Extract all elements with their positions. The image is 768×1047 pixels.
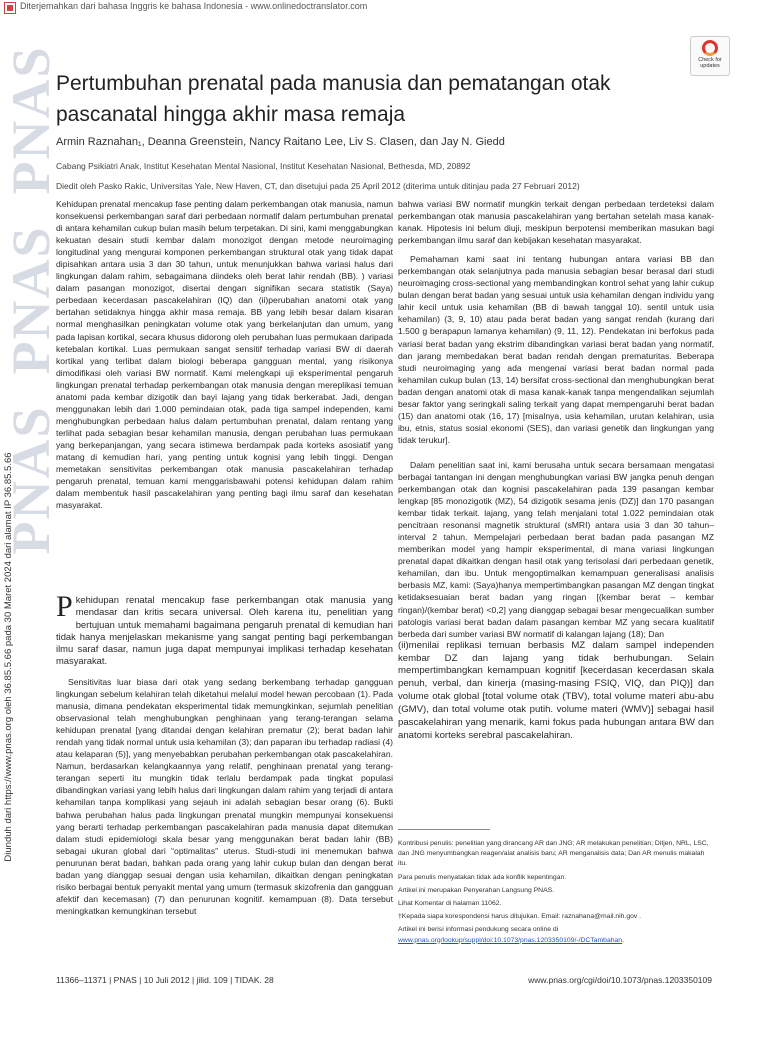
translator-banner-text[interactable]: Diterjemahkan dari bahasa Inggris ke bahasa Indonesia - www.onlinedoctranslator.com (20, 1, 368, 11)
significance-text: kehidupan renatal mencakup fase perkembangan otak manusia yang mendasar dan kritis secara universal. Oleh karena itu, penelitian yang bertujuan untuk memahami bagaimana pengaruh prenatal di kemudian hari tidak hanya menjelaskan mekanisme yang sangat penting bagi perkembangan ilmu saraf dasar, namun juga dapat mempunyai implikasi terhadap kesehatan masyarakat. (56, 594, 393, 667)
main-left-paragraph: Sensitivitas luar biasa dari otak yang sedang berkembang terhadap gangguan lingkungan sebelum kelahiran telah diketahui melalui model hewan percobaan (1). Pada manusia, dimana pendekatan eksperimental tidak memungkinkan, sejumlah penelitian observasional telah menghubungkan penghinaan yang terang-terangan selama kehidupan prenatal [yang ditandai dengan kelahiran prematur (2); berat badan lahir rendah yang tidak normal untuk usia kehamilan (3); dan paparan ibu terhadap radiasi (4) atau kelaparan (5)], yang menyebabkan perubahan perkembangan otak pascakelahiran. Namun, berdasarkan kelangkaannya yang relatif, penghinaan prenatal yang terang-terangan seperti itu mungkin tidak terlalu berdampak pada tingkat populasi dibandingkan variasi yang lebih halus dari lingkungan dalam rahim yang terjadi di antara kehamilan tanpa komplikasi yang sejauh ini adalah sebagian besar orang (6). Bukti bahwa perubahan halus pada lingkungan prenatal mungkin mempunyai konsekuensi yang berarti terhadap perkembangan pascakelahiran pada manusia dapat ditemukan dalam studi epidemiologi skala besar yang menggunakan berat badan lahir (BB) sebagai ukuran global dari “optimalitas” uterus. Studi-studi ini menemukan bahwa penurunan berat badan, bahkan pada orang yang lahir cukup bulan dan dengan berat badan yang dianggap sesuai dengan usia kehamilan, dikaitkan dengan peningkatan risiko berbagai bentuk penyakit mental yang umum (termasuk skizofrenia dan gangguan afektif dan kecemasan) (7) dan penurunan kognitif. kemampuan (8). Data tersebut meningkatkan kemungkinan tersebut (56, 677, 393, 916)
check-for-updates-badge[interactable] (690, 36, 730, 76)
check-updates-icon (702, 40, 718, 56)
support-prefix: Artikel ini berisi informasi pendukung secara online di (398, 926, 559, 934)
support-suffix: . (622, 936, 624, 944)
right-paragraph-4: (ii)menilai replikasi temuan berbasis MZ dalam sampel independen kembar DZ dan lajang yang tidak berhubungan. Selain mempertimbangkan kemampuan kognitif [kecerdasan kecerdasan skala penuh, verbal, dan kinerja (masing-masing FSIQ, VIQ, dan PIQ)] dan volume otak global [total volume otak (TBV), total volume materi abu-abu (GMV), dan total volume otak putih. volume materi (WMV)] sebagai hasil pascakelahiran yang menarik, kami fokus pada hubungan antara BW dan anatomi korteks serebral pascakelahiran. (398, 639, 714, 741)
pnas-watermark-1: PNAS (1, 45, 61, 195)
footnote-conflict: Para penulis menyatakan tidak ada konflik kepentingan. (398, 873, 567, 881)
author-list: Armin Raznahan₁, Deanna Greenstein, Nancy Raitano Lee, Liv S. Clasen, dan Jay N. Giedd (56, 136, 505, 148)
footnote-supporting-info (398, 925, 714, 945)
download-side-note: Diunduh dari https://www.pnas.org oleh 36.85.5.66 pada 30 Maret 2024 dari alamat IP 36.85.5.66 (3, 452, 14, 862)
footnote-contributions: Kontribusi penulis: penelitian yang dirancang AR dan JNG; AR melakukan penelitian; Ditjen, NRL, LSC, dan JNG menyumbangkan reagen/alat analisis baru; AR menganalisis data; Dan AR menulis makalah itu. (398, 840, 709, 868)
affiliation: Cabang Psikiatri Anak, Institut Kesehatan Mental Nasional, Institut Kesehatan Nasional, Bethesda, MD, 20892 (56, 161, 471, 171)
drop-cap: P (56, 590, 73, 623)
abstract-text: Kehidupan prenatal mencakup fase penting dalam perkembangan otak manusia, namun konsekuensi perkembangan saraf dari perbedaan normatif dalam pertumbuhan prenatal di antara kehamilan cukup bulan masih belum terpetakan. Di sini, kami menggabungkan kekuatan desain studi kembar dalam monozigot dengan metode neuroimaging longitudinal yang mengurai komponen perkembangan struktural otak yang tidak dapat dipisahkan antara usia 3 dan 30 tahun, untuk menunjukkan bahwa variasi halus dari lingkungan dalam rahim, sebagaimana diindeks oleh berat lahir rendah (BB). ) variasi dalam pasangan monozigot, disertai dengan signifikan secara statistik (Saya) perbedaan kecerdasan pascakelahiran (IQ) dan (ii)perubahan anatomi otak yang bertahan setidaknya hingga akhir masa remaja. BB yang lebih besar dalam kisaran normal menghasilkan peningkatan volume otak yang berkelanjutan dan umum, yang pada lapisan kortikal, secara khusus didorong oleh perubahan luas permukaan daripada ketebalan kortikal. Luas permukaan sangat sensitif terhadap variasi BW di daerah kortikal yang terlibat dalam biologi beberapa gangguan mental, yang risikonya dimodifikasi oleh variasi BW normatif. Kami melengkapi uji eksperimental pengaruh lingkungan prenatal terhadap perkembangan otak manusia dengan mereplikasi temuan anatomi pada kembar dizigotik dan bayi lajang yang tidak berkerabat. Jadi, dengan menggunakan lebih dari 1.000 pemindaian otak, pada tiga sampel independen, kami menghubungkan perbedaan halus dalam pertumbuhan prenatal, dalam rentang yang terlihat pada sebagian besar kehamilan manusia, dengan perubahan luas permukaan yang berkepanjangan, yang secara istimewa berdampak pada korteks asosiatif yang matang di kemudian hari, yang penting untuk kognisi yang lebih tinggi. Dengan memetakan sensitivitas perkembangan otak manusia pascakelahiran terhadap pengaruh prenatal, temuan kami menggarisbawahi potensi kehidupan dalam rahim dalam membentuk hasil pascakelahiran yang penting bagi ilmu saraf dan kesehatan masyarakat. (56, 199, 393, 511)
right-paragraph-3: Dalam penelitian saat ini, kami berusaha untuk secara bersamaan mengatasi berbagai tantangan ini dengan menghubungkan variasi BW jangka penuh dengan perkembangan otak dan kognisi pascakelahiran pada 139 pasangan kembar lengkap [85 monozigotik (MZ), 54 dizigotik sesama jenis (DZ)] dan 170 pasangan kembar tidak terkait. lajang, yang telah menjalani total 1.022 pemindaian otak pencitraan resonansi magnetik struktural (sMRI) antara usia 3 dan 30 tahun–interval 2 tahun. Mempelajari perbedaan berat badan pada pasangan MZ memberikan model yang hampir eksperimental, di mana variasi lingkungan prenatal dapat dikaitkan dengan hasil otak yang terisolasi dari perbedaan genetik, kehamilan, dan ibu. Untuk mengoptimalkan kemampuan generalisasi analisis berbasis MZ, kami: (Saya)hanya mempertimbangkan pasangan MZ dengan tingkat ketidaksesuaian berat badan yang ringan [(kembar berat – kembar ringan)/(kembar berat) <0,2] yang dianggap sebagai besar mengecualikan sumber patologis variasi berat badan dalam pasangan kembar MZ yang secara kualitatif berbeda dari sumber variasi BW normatif di kalangan lajang (18); Dan (398, 459, 714, 639)
pnas-watermark-2: PNAS (1, 225, 61, 375)
pnas-watermark-3: PNAS (1, 405, 61, 555)
footer-doi[interactable]: www.pnas.org/cgi/doi/10.1073/pnas.1203350109 (528, 975, 712, 985)
right-paragraph-1: bahwa variasi BW normatif mungkin terkait dengan perbedaan terdeteksi dalam perkembangan otak manusia pascakelahiran yang bertahan setelah masa kanak-kanak. Hipotesis ini belum diuji, meskipun berpotensi memberikan masukan bagi perkembangan ilmu saraf dan kebijakan kesehatan masyarakat. (398, 199, 714, 246)
footnote-commentary: Lihat Komentar di halaman 11062. (398, 900, 502, 908)
badge-line-1: Check for (698, 57, 722, 63)
footnote-direct-submission: Artikel ini merupakan Penyerahan Langsung PNAS. (398, 886, 555, 894)
footer-citation: 11366–11371 | PNAS | 10 Juli 2012 | jilid. 109 | TIDAK. 28 (56, 975, 274, 985)
main-text-right (398, 198, 714, 743)
support-link[interactable]: www.pnas.org/lookup/suppl/doi:10.1073/pnas.1203350109/-/DCTambahan (398, 936, 623, 944)
footnote-divider (398, 829, 490, 830)
right-paragraph-2: Pemahaman kami saat ini tentang hubungan antara variasi BB dan perkembangan otak selanjutnya pada manusia sebagian besar berasal dari studi neuroimaging cross-sectional yang membandingkan kontrol sehat yang lahir cukup bulan dengan berat badan yang sesuai untuk usia kehamilan dengan individu yang lahir kecil untuk usia kehamilan (BB di bawah tanggal 10). sentil untuk usia kehamilan) (3, 9, 10) atau pada berat badan yang sangat rendah (kurang dari 1.500 g berapapun lamanya kehamilan) (9, 11, 12). Pendekatan ini berfokus pada variasi berat badan yang ekstrim dibandingkan variasi berat badan yang normatif, dan jarang membedakan berat badan rendah dengan prematuritas. Beberapa studi neuroimaging yang ada mengenai variasi berat badan normal pada kehamilan cukup bulan (13, 14) bersifat cross-sectional dan menghubungkan berat badan dengan anatomi otak di masa kanak-kanak tanpa mengendalikan sejumlah besar faktor yang seringkali saling terkait yang dapat mempengaruhi berat badan (15) dan anatomi otak (16, 17) [misalnya, usia kehamilan, urutan kelahiran, usia ibu, etnis, status sosial ekonomi (SES), dan variasi genetik dan lingkungan yang tidak terukur]. (398, 254, 714, 445)
badge-line-2: updates (700, 63, 720, 69)
article-title: Pertumbuhan prenatal pada manusia dan pematangan otak pascanatal hingga akhir masa remaja (56, 72, 611, 126)
significance-section (56, 590, 393, 668)
edited-by: Diedit oleh Pasko Rakic, Universitas Yale, New Haven, CT, dan disetujui pada 25 April 2012 (diterima untuk ditinjau pada 27 Februari 2012) (56, 181, 580, 191)
abstract (56, 198, 393, 511)
main-text-left (56, 676, 393, 917)
footnote-correspondence: †Kepada siapa korespondensi harus ditujukan. Email: raznahana@mail.nih.gov . (398, 913, 642, 921)
translator-banner (0, 0, 768, 14)
footnotes (398, 839, 714, 949)
